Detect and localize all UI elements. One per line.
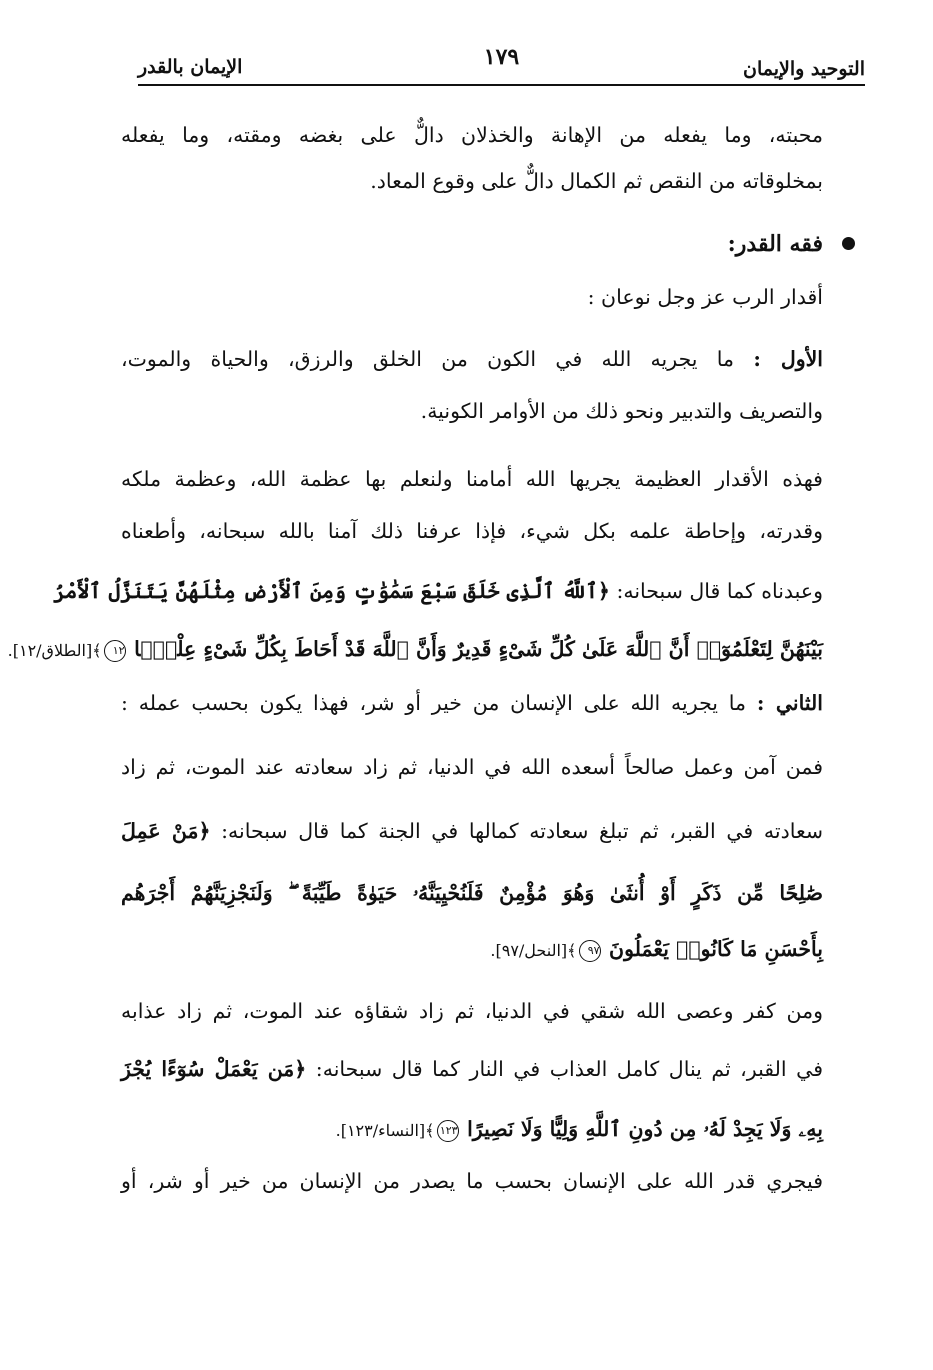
paragraph-line: محبته، وما يفعله من الإهانة والخذلان دالٌّ على بغضه ومقته، وما يفعله xyxy=(121,123,823,147)
paragraph-line xyxy=(7,624,823,674)
running-header xyxy=(138,44,865,86)
paragraph-line: أقدار الرب عز وجل نوعان : xyxy=(587,285,823,309)
quran-verse: ﴿ٱللَّهُ ٱلَّذِى خَلَقَ سَبْعَ سَمَٰوَٰتٍ وَمِنَ ٱلْأَرْضِ مِثْلَهُنَّ يَتَنَزَّلُ ٱلْأَمْرُ xyxy=(53,579,610,603)
verse-citation: ﴾[النساء/١٢٣]. xyxy=(335,1121,435,1140)
item-label: الثاني : xyxy=(756,691,823,715)
paragraph-line xyxy=(121,1104,823,1154)
item-text: ما يجريه الله في الكون من الخلق والرزق، والحياة والموت، xyxy=(121,347,754,371)
quran-verse: ﴿مَنْ عَمِلَ xyxy=(121,819,211,843)
paragraph-line: وقدرته، وإحاطة علمه بكل شيء، فإذا عرفنا ذلك آمنا بالله سبحانه، وأطعناه xyxy=(121,519,823,543)
line-text: وعبدناه كما قال سبحانه: xyxy=(609,579,823,603)
item-label: الأول : xyxy=(753,347,823,371)
paragraph-line: بمخلوقاته من النقص ثم الكمال دالٌّ على وقوع المعاد. xyxy=(370,169,823,193)
verse-citation: ﴾[النحل/٩٧]. xyxy=(490,941,577,960)
paragraph-line xyxy=(121,334,823,384)
quran-verse: بَيْنَهُنَّ لِتَعْلَمُوٓا۟ أَنَّ ٱللَّهَ عَلَىٰ كُلِّ شَىْءٍ قَدِيرٌ وَأَنَّ ٱللَّهَ قَدْ أَحَاطَ بِكُلِّ شَىْءٍ عِلْمًۢا xyxy=(134,637,823,661)
quran-verse: بِأَحْسَنِ مَا كَانُوا۟ يَعْمَلُونَ xyxy=(609,937,823,961)
paragraph-line: ومن كفر وعصى الله شقي في الدنيا، ثم زاد شقاؤه عند الموت، ثم زاد عذابه xyxy=(121,999,823,1023)
line-text: في القبر، ثم ينال كامل العذاب في النار كما قال سبحانه: xyxy=(306,1057,823,1081)
paragraph-line xyxy=(121,868,823,918)
paragraph-line: فمن آمن وعمل صالحاً أسعده الله في الدنيا، ثم زاد سعادته عند الموت، ثم زاد xyxy=(121,755,823,779)
chapter-title: الإيمان بالقدر xyxy=(138,56,243,78)
quran-verse: صَٰلِحًا مِّن ذَكَرٍ أَوْ أُنثَىٰ وَهُوَ مُؤْمِنٌ فَلَنُحْيِيَنَّهُۥ حَيَوٰةً طَيِّبَةً ۖ وَلَنَجْزِيَنَّهُمْ أَجْرَهُم xyxy=(121,881,823,905)
paragraph-line: فهذه الأقدار العظيمة يجريها الله أمامنا ولنعلم بها عظمة الله، وعظمة ملكه xyxy=(121,467,823,491)
quran-verse: بِهِۦ وَلَا يَجِدْ لَهُۥ مِن دُونِ ٱللَّهِ وَلِيًّا وَلَا نَصِيرًا xyxy=(467,1117,823,1141)
bullet-icon xyxy=(842,237,855,250)
paragraph-line xyxy=(121,1044,823,1094)
ayah-number-icon: ١٢٣ xyxy=(437,1120,459,1142)
paragraph-line: فيجري قدر الله على الإنسان بحسب ما يصدر من الإنسان من خير أو شر، أو xyxy=(121,1169,823,1193)
paragraph-line xyxy=(121,678,823,728)
quran-verse: ﴿مَن يَعْمَلْ سُوٓءًا يُجْزَ xyxy=(121,1057,307,1081)
line-text: سعادته في القبر، ثم تبلغ سعادته كمالها في الجنة كما قال سبحانه: xyxy=(210,819,824,843)
paragraph-line xyxy=(53,566,823,616)
ayah-number-icon: ١٢ xyxy=(104,640,126,662)
item-text: ما يجريه الله على الإنسان من خير أو شر، فهذا يكون بحسب عمله : xyxy=(121,691,757,715)
verse-citation: ﴾[الطلاق/١٢]. xyxy=(7,641,102,660)
page-number: ١٧٩ xyxy=(483,44,520,70)
paragraph-line: والتصريف والتدبير ونحو ذلك من الأوامر الكونية. xyxy=(420,399,823,423)
ayah-number-icon: ٩٧ xyxy=(579,940,601,962)
section-heading: فقه القدر: xyxy=(727,231,823,257)
book-title: التوحيد والإيمان xyxy=(743,58,865,80)
paragraph-line xyxy=(121,806,823,856)
paragraph-line xyxy=(121,924,823,974)
